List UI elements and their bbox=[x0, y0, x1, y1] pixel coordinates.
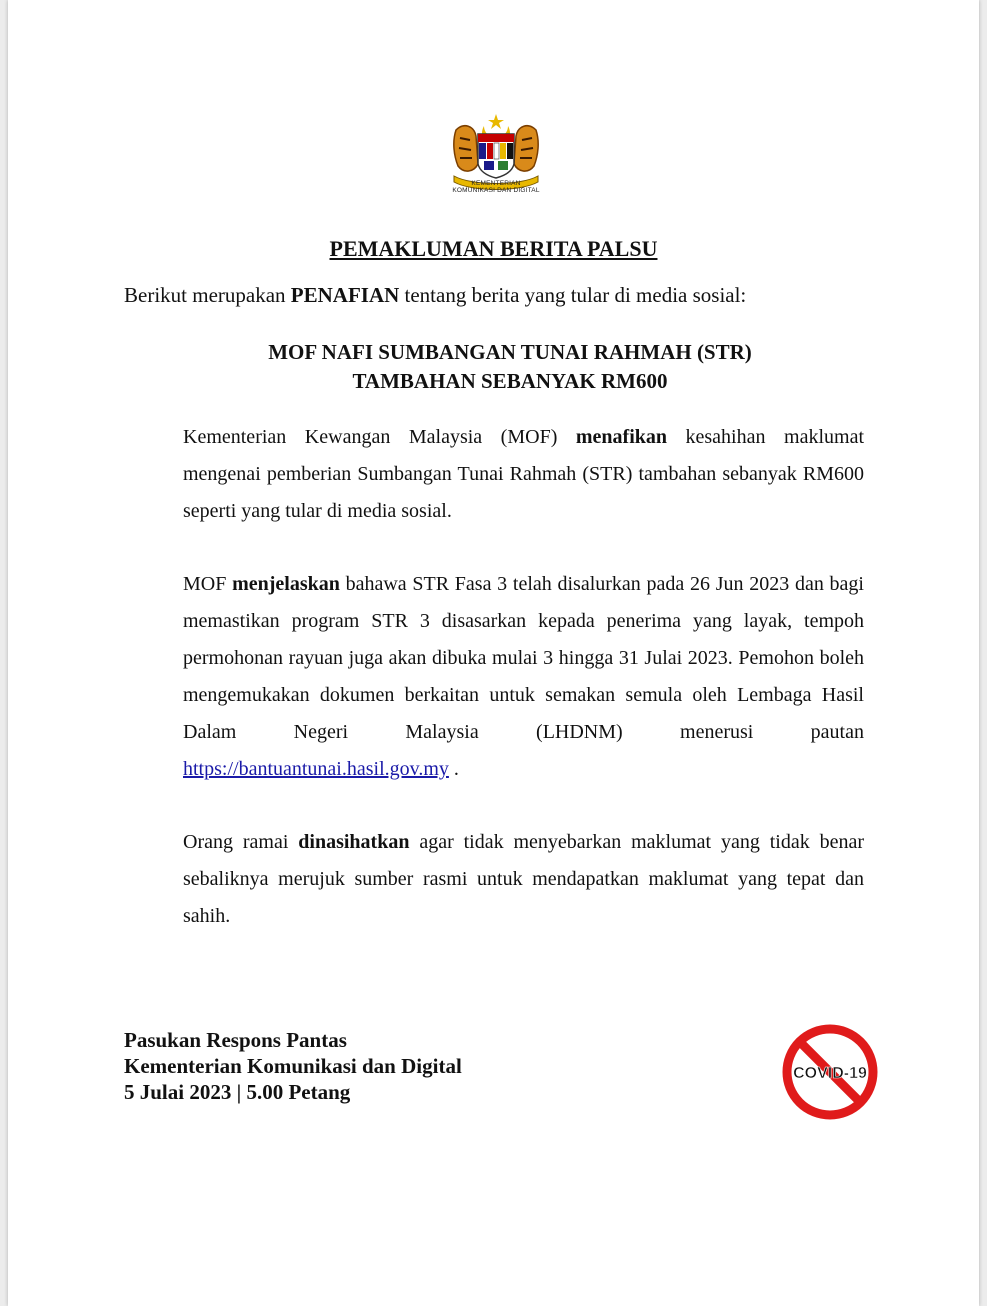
headline-line2: TAMBAHAN SEBANYAK RM600 bbox=[352, 369, 668, 393]
signature-date-time: 5 Julai 2023 | 5.00 Petang bbox=[124, 1080, 351, 1104]
paragraph-advice bbox=[183, 824, 864, 935]
intro-text bbox=[124, 283, 884, 308]
no-covid-19-icon bbox=[780, 1022, 880, 1122]
crest-caption-line1: KEMENTERIAN bbox=[471, 180, 521, 187]
p1-before: Kementerian Kewangan Malaysia (MOF) bbox=[183, 426, 576, 448]
p2-after: bahawa STR Fasa 3 telah disalurkan pada 26 Jun 2023 dan bagi memastikan program STR 3 disasarkan kepada penerima yang layak, tempoh permohonan rayuan juga akan dibuka mulai 3 hingga 31 Julai 2023. Pemohon boleh mengemukakan dokumen berkaitan untuk semakan semula oleh Lembaga Hasil Dalam Negeri Malaysia (LHDNM) menerusi pautan bbox=[183, 573, 864, 743]
signature-team: Pasukan Respons Pantas bbox=[124, 1028, 347, 1052]
p3-bold: dinasihatkan bbox=[298, 831, 410, 853]
intro-after: tentang berita yang tular di media sosial: bbox=[399, 283, 747, 307]
headline bbox=[0, 338, 987, 396]
signature-block bbox=[124, 1027, 644, 1105]
p2-bold: menjelaskan bbox=[232, 573, 340, 595]
headline-line1: MOF NAFI SUMBANGAN TUNAI RAHMAH (STR) bbox=[268, 340, 752, 364]
intro-before: Berikut merupakan bbox=[124, 283, 291, 307]
p1-after: kesahihan maklumat mengenai pemberian Sumbangan Tunai Rahmah (STR) tambahan sebanyak RM600 seperti yang tular di media sosial. bbox=[183, 426, 864, 522]
paragraph-denial bbox=[183, 419, 864, 530]
signature-ministry: Kementerian Komunikasi dan Digital bbox=[124, 1054, 462, 1078]
covid-badge-text: COVID-19 bbox=[793, 1065, 867, 1082]
p2-before: MOF bbox=[183, 573, 233, 595]
bantuan-tunai-link[interactable]: https://bantuantunai.hasil.gov.my bbox=[183, 758, 449, 780]
p1-bold: menafikan bbox=[575, 426, 667, 448]
paragraph-explanation bbox=[183, 566, 864, 788]
intro-bold: PENAFIAN bbox=[290, 283, 400, 307]
p3-after: agar tidak menyebarkan maklumat yang tidak benar sebaliknya merujuk sumber rasmi untuk mendapatkan maklumat yang tepat dan sahih. bbox=[183, 831, 865, 927]
crest-caption bbox=[420, 180, 572, 194]
crest-caption-line2: KOMUNIKASI DAN DIGITAL bbox=[452, 187, 540, 194]
p3-before: Orang ramai bbox=[183, 831, 299, 853]
notice-title: PEMAKLUMAN BERITA PALSU bbox=[329, 236, 658, 261]
p2-end: . bbox=[448, 758, 459, 780]
